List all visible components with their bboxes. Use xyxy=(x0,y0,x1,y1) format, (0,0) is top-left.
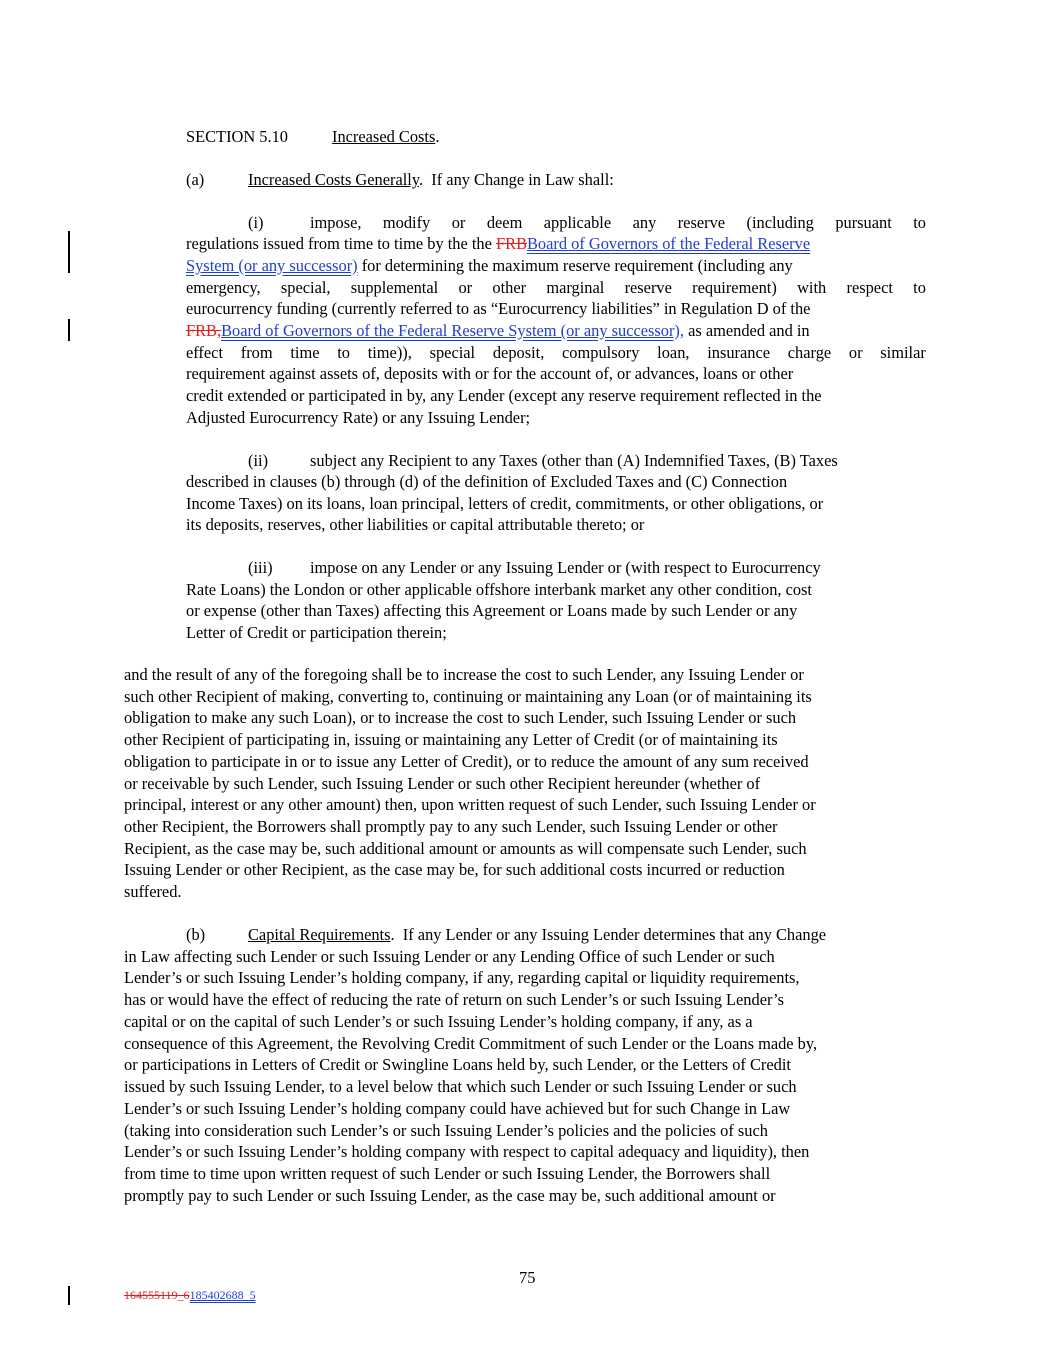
clause-iii-label: (iii) xyxy=(248,558,273,577)
clause-i-line-1-word: to xyxy=(913,213,926,232)
inserted-doc-id: 185402688_5 xyxy=(189,1288,256,1302)
clause-i-line-7-word: time)), xyxy=(367,343,412,362)
result-line: and the result of any of the foregoing shall be to increase the cost to such Lender, any Issuing Lender or xyxy=(124,665,804,684)
clause-i-line-7-word: deposit, xyxy=(492,343,545,362)
clause-i-label: (i) xyxy=(248,213,264,232)
clause-i-line-2: regulations issued from time to time by the the FRBBoard of Governors of the Federal Reserve xyxy=(186,234,811,253)
section-heading: SECTION 5.10 Increased Costs. xyxy=(186,127,440,146)
clause-i-line-9: credit extended or participated in by, any Lender (except any reserve requirement reflected in the xyxy=(186,386,822,405)
clause-iii-line-2: Rate Loans) the London or other applicable offshore interbank market any other condition, cost xyxy=(186,580,812,599)
clause-i-line-4-word: special, xyxy=(280,278,331,297)
subsection-b-title: Capital Requirements xyxy=(248,925,391,944)
clause-iii-line-3: or expense (other than Taxes) affecting this Agreement or Loans made by such Lender or any xyxy=(186,601,798,620)
result-line: Issuing Lender or other Recipient, as the case may be, for such additional costs incurred or reduction xyxy=(124,860,785,880)
subsection-b-line: from time to time upon written request of such Lender or such Issuing Lender, the Borrowers shall xyxy=(124,1164,771,1183)
deleted-text: FRB xyxy=(496,234,527,253)
clause-iii-line-4: Letter of Credit or participation therein; xyxy=(186,623,447,642)
clause-i-line-7-word: to xyxy=(337,343,350,362)
clause-ii-line-3: Income Taxes) on its loans, loan principal, letters of credit, commitments, or other obligations, or xyxy=(186,494,824,513)
clause-i-line-7-word: insurance xyxy=(707,343,771,362)
clause-i-line-1-word: pursuant xyxy=(835,213,892,232)
result-line: or receivable by such Lender, such Issuing Lender or such other Recipient hereunder (whether of xyxy=(124,773,761,793)
clause-i-line-4 xyxy=(186,277,926,299)
result-line: obligation to make any such Loan), or to increase the cost to such Lender, such Issuing Lender or such xyxy=(124,708,797,728)
clause-i-line-4-word: other xyxy=(492,278,527,297)
subsection-a-intro: If any Change in Law shall: xyxy=(431,170,614,189)
clause-i-line-3: System (or any successor) for determining the maximum reserve requirement (including any xyxy=(186,256,793,275)
subsection-b-line: in Law affecting such Lender or such Issuing Lender or any Lending Office of such Lender or such xyxy=(124,946,775,966)
section-title: Increased Costs xyxy=(332,127,436,146)
clause-i-line-10: Adjusted Eurocurrency Rate) or any Issuing Lender; xyxy=(186,408,531,427)
clause-i-line-6: FRB,Board of Governors of the Federal Reserve System (or any successor), as amended and in xyxy=(186,321,810,340)
clause-i-line-4-word: reserve xyxy=(624,278,672,297)
subsection-b-line: (taking into consideration such Lender’s or such Issuing Lender’s policies and the policies of such xyxy=(124,1120,768,1140)
clause-i-line-7-word: compulsory xyxy=(562,343,640,362)
result-line: other Recipient of participating in, issuing or maintaining any Letter of Credit (or of maintaining its xyxy=(124,730,778,750)
section-number: SECTION 5.10 xyxy=(186,127,288,146)
clause-ii-line-4: its deposits, reserves, other liabilities or capital attributable thereto; or xyxy=(186,515,645,534)
subsection-b-line: Lender’s or such Issuing Lender’s holding company, if any, regarding capital or liquidity requirements, xyxy=(124,968,800,988)
deleted-doc-id: 164555119_6 xyxy=(124,1288,190,1302)
clause-i-line-1-word: deem xyxy=(486,213,523,232)
subsection-b-line: promptly pay to such Lender or such Issuing Lender, as the case may be, such additional amount or xyxy=(124,1185,776,1205)
clause-ii-line-1: subject any Recipient to any Taxes (other than (A) Indemnified Taxes, (B) Taxes xyxy=(310,451,838,470)
clause-i-line-4-word: supplemental xyxy=(350,278,439,297)
inserted-text: Board of Governors of the Federal Reserve xyxy=(527,234,811,253)
subsection-b-line: consequence of this Agreement, the Revolving Credit Commitment of such Lender or the Loans made by, xyxy=(124,1033,818,1053)
subsection-b-line: capital or on the capital of such Lender’s or such Issuing Lender’s holding company, if any, as a xyxy=(124,1011,753,1031)
result-line: other Recipient, the Borrowers shall promptly pay to any such Lender, such Issuing Lender or other xyxy=(124,816,778,836)
result-line: suffered. xyxy=(124,882,182,901)
result-line: Recipient, as the case may be, such additional amount or amounts as will compensate such Lender, such xyxy=(124,838,807,858)
clause-i-line-4-word: marginal xyxy=(546,278,605,297)
clause-i-line-4-word: requirement) xyxy=(692,278,777,297)
clause-iii-line-1: impose on any Lender or any Issuing Lender or (with respect to Eurocurrency xyxy=(310,558,821,577)
result-line: such other Recipient of making, converting to, continuing or maintaining any Loan (or of maintaining its xyxy=(124,686,812,706)
change-bar xyxy=(68,319,70,341)
clause-i-line-1-word: any xyxy=(632,213,657,232)
clause-i-line-7-word: time xyxy=(290,343,320,362)
subsection-b-line: Lender’s or such Issuing Lender’s holding company could have achieved but for such Change in Law xyxy=(124,1098,791,1118)
subsection-a-title: Increased Costs Generally xyxy=(248,170,419,189)
clause-ii-line-2: described in clauses (b) through (d) of the definition of Excluded Taxes and (C) Connection xyxy=(186,472,788,491)
clause-i-line-7-word: loan, xyxy=(657,343,690,362)
inserted-text: System (or any successor) xyxy=(186,256,358,275)
clause-i-line-1-word: reserve xyxy=(677,213,726,232)
clause-i-line-1-word: or xyxy=(451,213,466,232)
clause-i-line-8: requirement against assets of, deposits with or for the account of, or advances, loans or other xyxy=(186,364,794,383)
change-bar xyxy=(68,1286,70,1305)
clause-i-line-7-word: special xyxy=(429,343,476,362)
subsection-a-label: (a) xyxy=(186,170,205,189)
clause-i-line-4-word: with xyxy=(797,278,827,297)
result-line: principal, interest or any other amount) then, upon written request of such Lender, such Issuing Lender or xyxy=(124,795,816,815)
clause-i-line-7-word: similar xyxy=(880,343,926,362)
change-bar xyxy=(68,231,70,273)
subsection-b-line: issued by such Issuing Lender, to a level below that which such Lender or such Issuing Lender or such xyxy=(124,1077,797,1096)
clause-i-line-7-word: or xyxy=(848,343,863,362)
clause-i-line-4-word: respect xyxy=(846,278,893,297)
document-id xyxy=(124,1287,256,1303)
clause-i-line-7-word: from xyxy=(240,343,273,362)
clause-i-line-1-word: (including xyxy=(746,213,814,232)
page-number: 75 xyxy=(519,1268,536,1287)
subsection-b-line: has or would have the effect of reducing the rate of return on such Lender’s or such Issuing Lender’s xyxy=(124,990,784,1009)
clause-i-line-4-word: emergency, xyxy=(186,278,261,297)
clause-i-line-4-word: or xyxy=(458,278,473,297)
clause-i-line-1-word: applicable xyxy=(543,213,612,232)
subsection-b-line: or participations in Letters of Credit or Swingline Loans held by, such Lender, or the Letters of Credit xyxy=(124,1055,791,1075)
clause-ii-label: (ii) xyxy=(248,451,269,470)
inserted-text: Board of Governors of the Federal Reserve System (or any successor), xyxy=(221,321,684,340)
clause-i-line-4-word: to xyxy=(913,278,926,297)
clause-i-line-1 xyxy=(310,212,926,234)
clause-i-line-1-word: impose, xyxy=(310,213,362,232)
clause-i-line-1-word: modify xyxy=(382,213,431,232)
result-line: obligation to participate in or to issue any Letter of Credit), or to reduce the amount of any sum received xyxy=(124,751,809,771)
deleted-text: FRB, xyxy=(186,321,222,340)
clause-i-line-5: eurocurrency funding (currently referred to as “Eurocurrency liabilities” in Regulation D of the xyxy=(186,299,811,318)
subsection-b-label: (b) xyxy=(186,925,206,944)
subsection-a-heading: (a) Increased Costs Generally. If any Change in Law shall: xyxy=(186,170,614,189)
subsection-b-line: Lender’s or such Issuing Lender’s holding company with respect to capital adequacy and liquidity), then xyxy=(124,1142,810,1162)
clause-i-line-7 xyxy=(186,342,926,364)
subsection-b-line-1: (b) Capital Requirements. If any Lender or any Issuing Lender determines that any Change xyxy=(186,925,827,944)
clause-i-line-7-word: effect xyxy=(186,343,223,362)
clause-i-line-7-word: charge xyxy=(787,343,832,362)
